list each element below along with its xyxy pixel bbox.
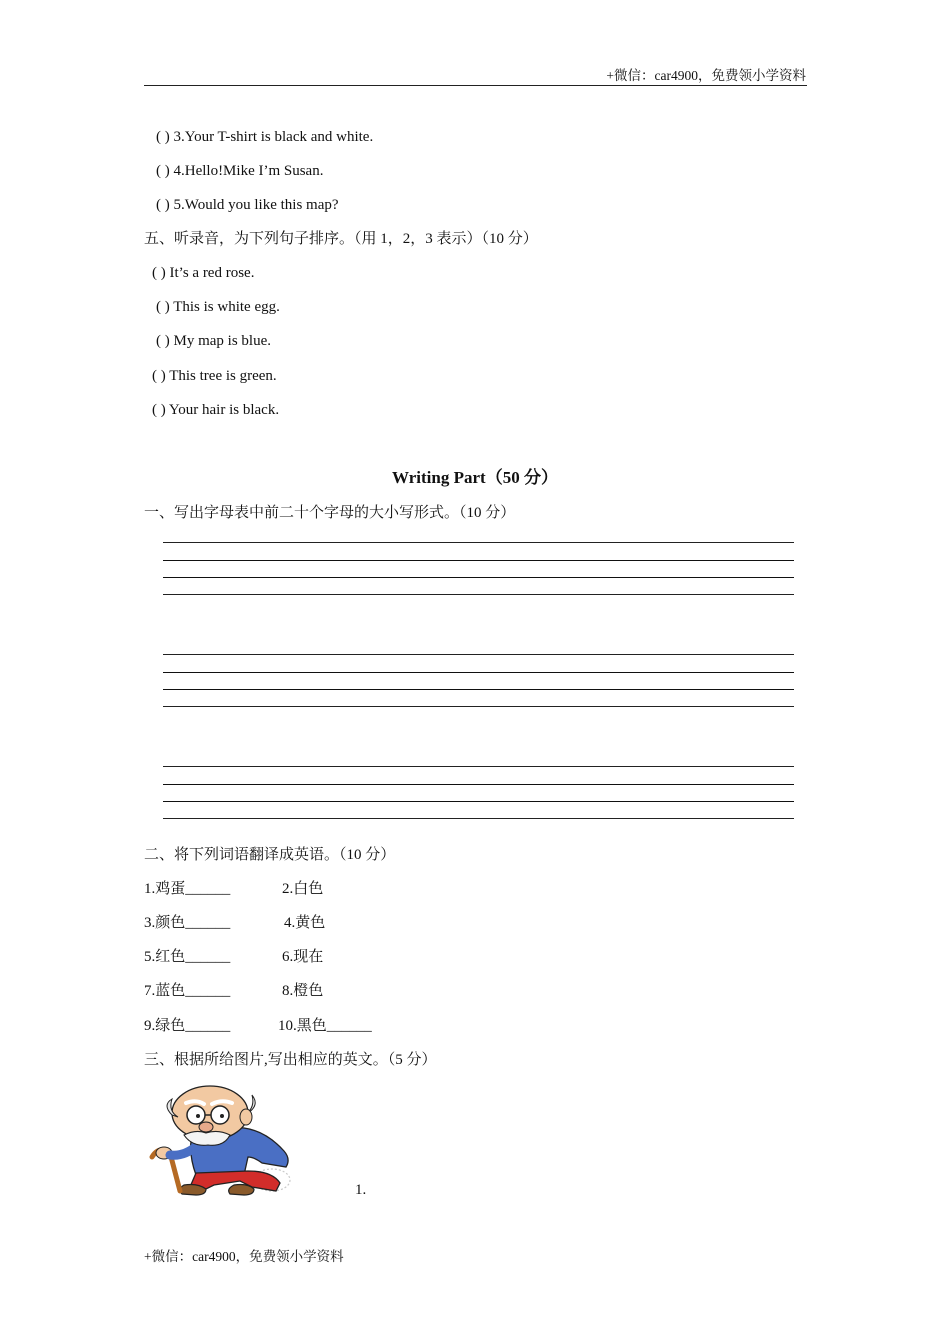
judge-item-3: ( ) 3.Your T-shirt is black and white. xyxy=(156,129,374,145)
translate-item: 3.颜色______ xyxy=(144,915,231,931)
writing-q3: 三、根据所给图片,写出相应的英文。（5 分） xyxy=(144,1052,437,1068)
order-item-3: ( ) My map is blue. xyxy=(156,333,271,349)
translate-item: 2.白色 xyxy=(282,881,324,897)
translate-item: 8.橙色 xyxy=(282,983,324,999)
order-item-1: ( ) It’s a red rose. xyxy=(152,265,255,281)
judge-item-4: ( ) 4.Hello!Mike I’m Susan. xyxy=(156,163,324,179)
translate-item: 7.蓝色______ xyxy=(144,983,231,999)
old-man-picture xyxy=(144,1083,294,1198)
picture-number: 1. xyxy=(355,1182,367,1198)
page-footer: +微信：car4900，免费领小学资料 xyxy=(144,1249,344,1264)
writing-part-title: Writing Part（50 分） xyxy=(392,468,558,487)
translate-item: 9.绿色______ xyxy=(144,1018,231,1034)
translate-item: 5.红色______ xyxy=(144,949,231,965)
translate-item: 10.黑色______ xyxy=(278,1018,372,1034)
section5-heading: 五、听录音，为下列句子排序。（用 1，2，3 表示）（10 分） xyxy=(144,231,538,247)
judge-item-5: ( ) 5.Would you like this map? xyxy=(156,197,339,213)
order-item-4: ( ) This tree is green. xyxy=(152,368,277,384)
translate-item: 1.鸡蛋______ xyxy=(144,881,231,897)
order-item-2: ( ) This is white egg. xyxy=(156,299,280,315)
page-header: +微信：car4900，免费领小学资料 xyxy=(606,68,806,83)
translate-item: 4.黄色 xyxy=(284,915,326,931)
translate-item: 6.现在 xyxy=(282,949,324,965)
header-rule xyxy=(144,85,807,86)
writing-q1: 一、写出字母表中前二十个字母的大小写形式。（10 分） xyxy=(144,505,516,521)
writing-q2: 二、将下列词语翻译成英语。（10 分） xyxy=(144,847,396,863)
order-item-5: ( ) Your hair is black. xyxy=(152,402,280,418)
